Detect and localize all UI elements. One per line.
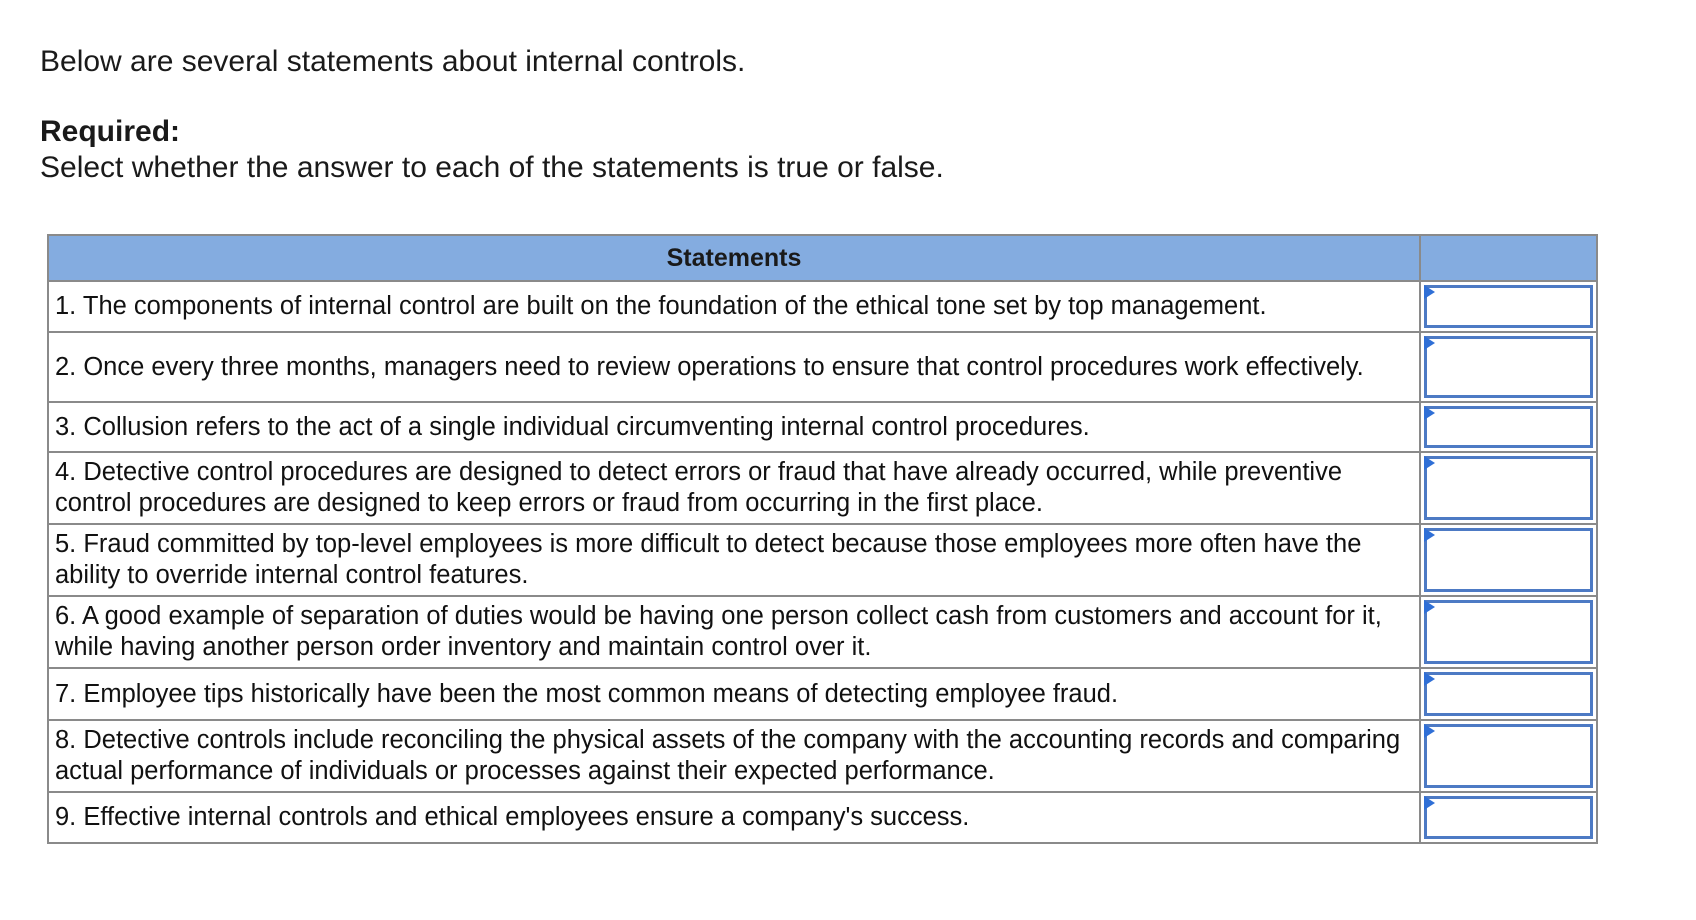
statement-text: 4. Detective control procedures are designed to detect errors or fraud that have already occurred, while preventive control procedures are designed to keep errors or fraud from occurring in the first place. (48, 452, 1420, 524)
answer-cell (1420, 452, 1597, 524)
answer-dropdown[interactable] (1424, 672, 1593, 716)
table-row (48, 720, 1597, 792)
table-row (48, 524, 1597, 596)
answer-dropdown[interactable] (1424, 796, 1593, 839)
statement-text: 1. The components of internal control are built on the foundation of the ethical tone set by top management. (48, 281, 1420, 332)
answer-dropdown[interactable] (1424, 336, 1593, 398)
statements-table (47, 234, 1598, 844)
dropdown-marker-icon (1424, 672, 1435, 686)
statement-text: 5. Fraud committed by top-level employees is more difficult to detect because those employees more often have the ability to override internal control features. (48, 524, 1420, 596)
answer-dropdown[interactable] (1424, 600, 1593, 664)
answer-cell (1420, 332, 1597, 402)
statement-text: 3. Collusion refers to the act of a single individual circumventing internal control procedures. (48, 402, 1420, 452)
table-row (48, 402, 1597, 452)
dropdown-marker-icon (1424, 406, 1435, 420)
required-instruction: Select whether the answer to each of the statements is true or false. (40, 151, 944, 184)
statement-text: 7. Employee tips historically have been the most common means of detecting employee fraud. (48, 668, 1420, 720)
table-row (48, 332, 1597, 402)
dropdown-marker-icon (1424, 796, 1435, 810)
table-row (48, 596, 1597, 668)
answer-column-header (1420, 235, 1597, 281)
statement-text: 6. A good example of separation of duties would be having one person collect cash from customers and account for it, while having another person order inventory and maintain control over it. (48, 596, 1420, 668)
statement-text: 9. Effective internal controls and ethical employees ensure a company's success. (48, 792, 1420, 843)
statements-column-header: Statements (48, 235, 1420, 281)
table-header-row (48, 235, 1597, 281)
table-row (48, 452, 1597, 524)
dropdown-marker-icon (1424, 528, 1435, 542)
answer-cell (1420, 792, 1597, 843)
answer-dropdown[interactable] (1424, 406, 1593, 448)
statement-text: 8. Detective controls include reconciling the physical assets of the company with the accounting records and comparing actual performance of individuals or processes against their expected performance. (48, 720, 1420, 792)
answer-cell (1420, 281, 1597, 332)
dropdown-marker-icon (1424, 456, 1435, 470)
required-heading: Required: (40, 115, 181, 148)
dropdown-marker-icon (1424, 600, 1435, 614)
table-row (48, 668, 1597, 720)
answer-dropdown[interactable] (1424, 528, 1593, 592)
answer-cell (1420, 720, 1597, 792)
dropdown-marker-icon (1424, 724, 1435, 738)
table-row (48, 792, 1597, 843)
answer-cell (1420, 596, 1597, 668)
answer-dropdown[interactable] (1424, 285, 1593, 328)
dropdown-marker-icon (1424, 285, 1435, 299)
dropdown-marker-icon (1424, 336, 1435, 350)
answer-dropdown[interactable] (1424, 456, 1593, 520)
answer-cell (1420, 524, 1597, 596)
answer-cell (1420, 668, 1597, 720)
intro-text: Below are several statements about internal controls. (40, 45, 746, 78)
answer-dropdown[interactable] (1424, 724, 1593, 788)
answer-cell (1420, 402, 1597, 452)
statement-text: 2. Once every three months, managers need to review operations to ensure that control procedures work effectively. (48, 332, 1420, 402)
table-row (48, 281, 1597, 332)
